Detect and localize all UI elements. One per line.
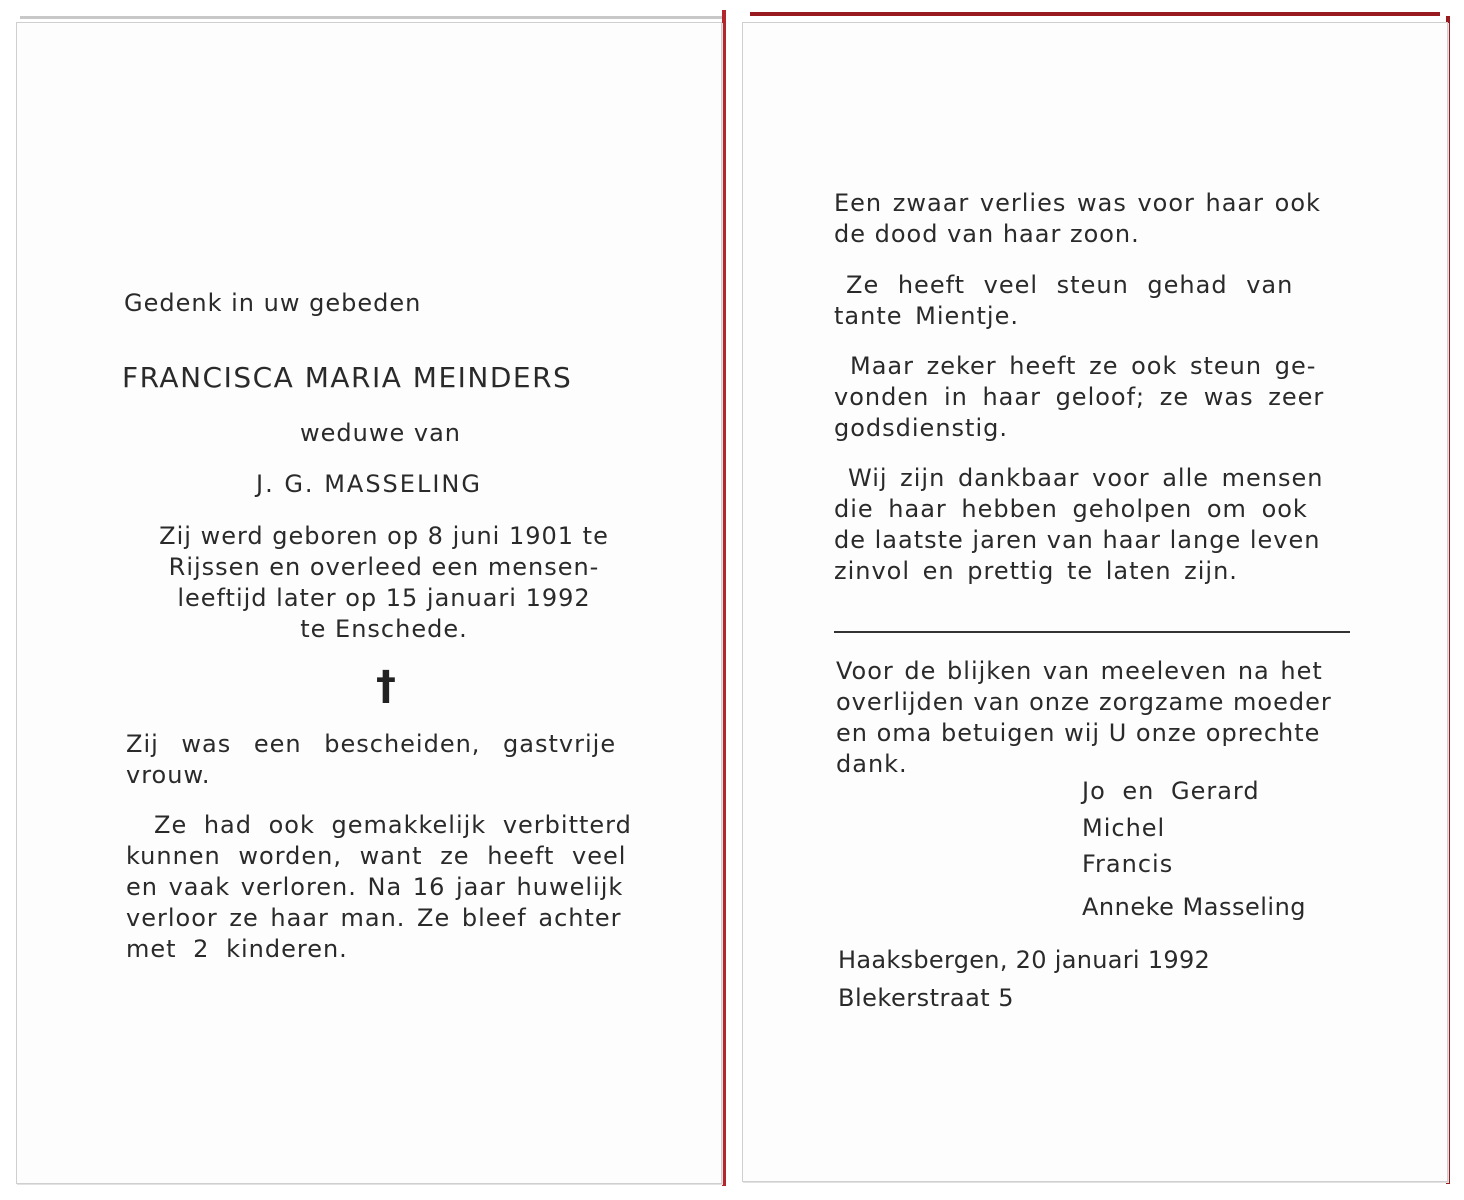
text-line: de laatste jaren van haar lange leven — [834, 526, 1321, 554]
text-line: Maar zeker heeft ze ook steun ge- — [850, 352, 1317, 380]
address: Blekerstraat 5 — [838, 984, 1015, 1012]
text-line: en vaak verloren. Na 16 jaar huwelijk — [126, 873, 624, 901]
signatory: Jo en Gerard — [1082, 777, 1260, 805]
place-date: Haaksbergen, 20 januari 1992 — [838, 946, 1211, 974]
greeting: Gedenk in uw gebeden — [124, 289, 422, 317]
divider — [834, 631, 1350, 633]
text-line: verloor ze haar man. Ze bleef achter — [126, 904, 622, 932]
paragraph — [126, 729, 616, 791]
paragraph — [834, 270, 1294, 332]
signatory: Michel — [1082, 814, 1166, 842]
paragraph — [834, 351, 1337, 444]
text-line: de dood van haar zoon. — [834, 220, 1140, 248]
text-line: te Enschede. — [300, 615, 468, 643]
paragraph — [834, 188, 1330, 250]
widow-of: weduwe van — [300, 419, 461, 447]
signatory: Francis — [1082, 850, 1174, 878]
text-line: Ze had ook gemakkelijk verbitterd — [154, 811, 632, 839]
text-line: Een zwaar verlies was voor haar ook — [834, 189, 1321, 217]
text-line: tante Mientje. — [834, 302, 1019, 330]
cross-icon: † — [376, 663, 397, 709]
thanks-paragraph — [836, 656, 1354, 780]
card-edge — [722, 10, 726, 1186]
text-line: Voor de blijken van meeleven na het — [836, 657, 1323, 685]
card-edge — [20, 16, 724, 19]
text-line: die haar hebben geholpen om ook — [834, 495, 1308, 523]
text-line: dank. — [836, 750, 908, 778]
signatory: Anneke Masseling — [1082, 893, 1307, 921]
text-line: overlijden van onze zorgzame moeder — [836, 688, 1332, 716]
text-line: Zij was een bescheiden, gastvrije — [126, 730, 617, 758]
text-line: Ze heeft veel steun gehad van — [846, 271, 1294, 299]
text-line: leeftijd later op 15 januari 1992 — [177, 584, 591, 612]
text-line: zinvol en prettig te laten zijn. — [834, 557, 1238, 585]
text-line: vrouw. — [126, 761, 211, 789]
text-line: met 2 kinderen. — [126, 935, 348, 963]
text-line: vonden in haar geloof; ze was zeer — [834, 383, 1325, 411]
text-line: Rijssen en overleed een mensen- — [168, 553, 600, 581]
card-edge — [750, 12, 1440, 16]
text-line: Wij zijn dankbaar voor alle mensen — [848, 464, 1324, 492]
birth-death-text — [150, 521, 618, 645]
text-line: kunnen worden, want ze heeft veel — [126, 842, 627, 870]
paragraph — [834, 463, 1337, 587]
husband-name: J. G. MASSELING — [256, 470, 482, 498]
text-line: en oma betuigen wij U onze oprechte — [836, 719, 1321, 747]
text-line: Zij werd geboren op 8 juni 1901 te — [159, 522, 609, 550]
text-line: godsdienstig. — [834, 414, 1008, 442]
paragraph — [126, 810, 631, 965]
deceased-name: FRANCISCA MARIA MEINDERS — [122, 361, 573, 394]
